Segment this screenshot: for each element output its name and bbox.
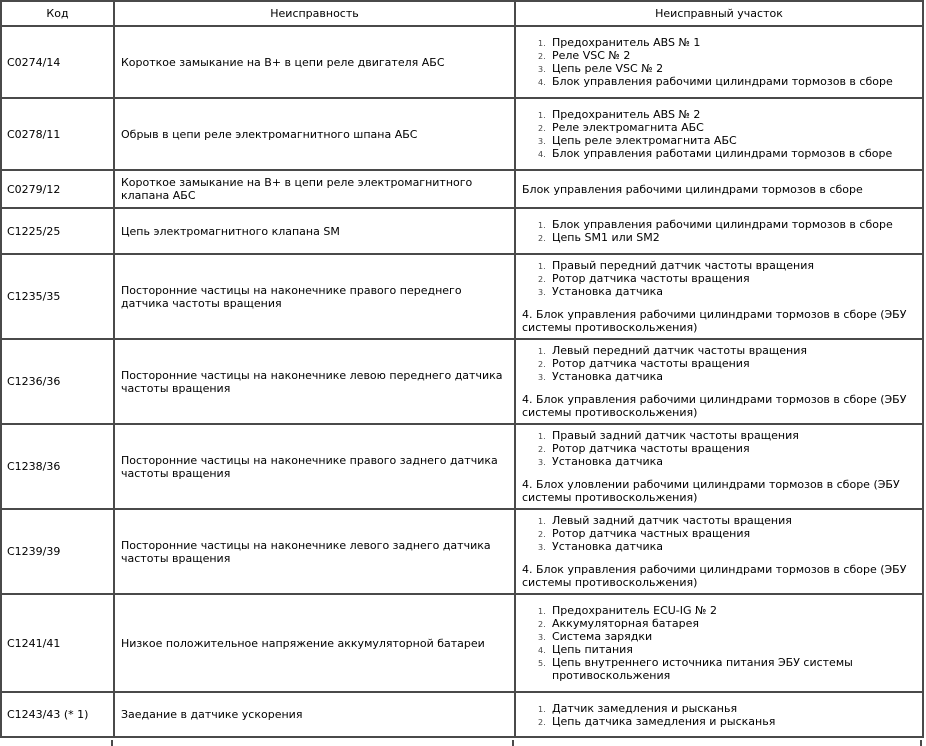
list-item-text: Правый передний датчик частоты вращения bbox=[552, 259, 814, 272]
list-item-text: Левый задний датчик частоты вращения bbox=[552, 514, 792, 527]
faulty-area-note: 4. Блок управления рабочими цилиндрами тормозов в сборе (ЭБУ системы противоскольжения) bbox=[522, 563, 907, 589]
list-number: 3. bbox=[538, 65, 546, 74]
faulty-area-item bbox=[538, 630, 916, 643]
faulty-area bbox=[515, 254, 923, 339]
faulty-area-item bbox=[538, 344, 916, 357]
list-number: 3. bbox=[538, 373, 546, 382]
list-number: 3. bbox=[538, 288, 546, 297]
table-row bbox=[1, 254, 923, 339]
faulty-area-item bbox=[538, 604, 916, 617]
list-number: 1. bbox=[538, 517, 546, 526]
list-number: 4. bbox=[538, 78, 546, 87]
faulty-area-item bbox=[538, 218, 916, 231]
faulty-area-list bbox=[522, 514, 916, 553]
faulty-area-item bbox=[538, 108, 916, 121]
list-item-text: Предохранитель ABS № 2 bbox=[552, 108, 701, 121]
faulty-area-item bbox=[538, 49, 916, 62]
faulty-area-item bbox=[538, 134, 916, 147]
list-number: 2. bbox=[538, 124, 546, 133]
list-item-text: Реле VSC № 2 bbox=[552, 49, 631, 62]
faulty-area bbox=[515, 692, 923, 737]
fault-description: Посторонние частицы на наконечнике правого переднего датчика частоты вращения bbox=[114, 254, 515, 339]
faulty-area-item bbox=[538, 429, 916, 442]
list-item-text: Блок управления рабочими цилиндрами тормозов в сборе bbox=[552, 218, 893, 231]
list-item-text: Цепь SM1 или SM2 bbox=[552, 231, 660, 244]
list-item-text: Установка датчика bbox=[552, 285, 663, 298]
list-item-text: Ротор датчика частоты вращения bbox=[552, 272, 750, 285]
list-number: 1. bbox=[538, 111, 546, 120]
list-number: 2. bbox=[538, 275, 546, 284]
list-number: 2. bbox=[538, 234, 546, 243]
list-item-text: Реле электромагнита АБС bbox=[552, 121, 704, 134]
list-number: 3. bbox=[538, 543, 546, 552]
faulty-area bbox=[515, 170, 923, 208]
list-item-text: Аккумуляторная батарея bbox=[552, 617, 699, 630]
list-number: 2. bbox=[538, 445, 546, 454]
list-item-text: Цепь внутреннего источника питания ЭБУ системы противоскольжения bbox=[552, 656, 853, 682]
faulty-area bbox=[515, 26, 923, 98]
fault-description: Посторонние частицы на наконечнике левого заднего датчика частоты вращения bbox=[114, 509, 515, 594]
table-row bbox=[1, 424, 923, 509]
table-row bbox=[1, 339, 923, 424]
faulty-area-item bbox=[538, 701, 916, 715]
table-row bbox=[1, 594, 923, 692]
list-number: 2. bbox=[538, 717, 546, 727]
table-continuation bbox=[0, 740, 922, 746]
faulty-area bbox=[515, 594, 923, 692]
list-number: 3. bbox=[538, 633, 546, 642]
list-item-text: Левый передний датчик частоты вращения bbox=[552, 344, 808, 357]
fault-description: Низкое положительное напряжение аккумуляторной батареи bbox=[114, 594, 515, 692]
list-item-text: Установка датчика bbox=[552, 540, 663, 553]
dtc-code: C1225/25 bbox=[1, 208, 114, 254]
faulty-area-list bbox=[522, 344, 916, 383]
faulty-area-item bbox=[538, 285, 916, 298]
list-item-text: Установка датчика bbox=[552, 370, 663, 383]
faulty-area bbox=[515, 208, 923, 254]
dtc-code: C1236/36 bbox=[1, 339, 114, 424]
faulty-area-list bbox=[522, 108, 916, 160]
faulty-area-item bbox=[538, 442, 916, 455]
dtc-code: C1241/41 bbox=[1, 594, 114, 692]
faulty-area-note: 4. Блок управления рабочими цилиндрами тормозов в сборе (ЭБУ системы противоскольжения) bbox=[522, 393, 907, 419]
table-header-row bbox=[1, 1, 923, 26]
list-item-text: Система зарядки bbox=[552, 630, 653, 643]
faulty-area bbox=[515, 509, 923, 594]
list-number: 1. bbox=[538, 704, 546, 714]
list-item-text: Цепь реле VSC № 2 bbox=[552, 62, 664, 75]
faulty-area-item bbox=[538, 527, 916, 540]
table-row bbox=[1, 170, 923, 208]
faulty-area-item bbox=[538, 75, 916, 88]
list-item-text: Блок управления рабочими цилиндрами тормозов в сборе bbox=[552, 75, 893, 88]
list-number: 1. bbox=[538, 262, 546, 271]
faulty-area bbox=[515, 424, 923, 509]
faulty-area-item bbox=[538, 455, 916, 468]
faulty-area-item bbox=[538, 370, 916, 383]
faulty-area-list bbox=[522, 218, 916, 244]
list-item-text: Установка датчика bbox=[552, 455, 663, 468]
list-item-text: Предохранитель ECU-IG № 2 bbox=[552, 604, 717, 617]
faulty-area-item bbox=[538, 714, 916, 728]
list-number: 3. bbox=[538, 458, 546, 467]
faulty-area-item bbox=[538, 36, 916, 49]
list-number: 1. bbox=[538, 607, 546, 616]
faulty-area-item bbox=[538, 272, 916, 285]
dtc-code: C1239/39 bbox=[1, 509, 114, 594]
list-item-text: Ротор датчика частоты вращения bbox=[552, 442, 750, 455]
faulty-area-note: 4. Блок управления рабочими цилиндрами тормозов в сборе (ЭБУ системы противоскольжения) bbox=[522, 308, 907, 334]
list-number: 5. bbox=[538, 659, 546, 668]
list-number: 2. bbox=[538, 620, 546, 629]
dtc-code: C0274/14 bbox=[1, 26, 114, 98]
fault-description: Заедание в датчике ускорения bbox=[114, 692, 515, 737]
table-row bbox=[1, 509, 923, 594]
faulty-area-item bbox=[538, 540, 916, 553]
faulty-area-item bbox=[538, 147, 916, 160]
faulty-area bbox=[515, 98, 923, 170]
faulty-area-note: 4. Блох уловлении рабочими цилиндрами тормозов в сборе (ЭБУ системы противоскольжения) bbox=[522, 478, 900, 504]
list-number: 3. bbox=[538, 137, 546, 146]
fault-description: Короткое замыкание на B+ в цепи реле электромагнитного клапана АБС bbox=[114, 170, 515, 208]
faulty-area-item bbox=[538, 656, 916, 682]
list-number: 4. bbox=[538, 150, 546, 159]
faulty-area-item bbox=[538, 231, 916, 244]
list-number: 1. bbox=[538, 39, 546, 48]
header-faulty-area: Неисправный участок bbox=[515, 1, 923, 26]
list-item-text: Блок управления работами цилиндрами тормозов в сборе bbox=[552, 147, 893, 160]
faulty-area-list bbox=[522, 259, 916, 298]
faulty-area-item bbox=[538, 259, 916, 272]
list-number: 1. bbox=[538, 432, 546, 441]
fault-description: Обрыв в цепи реле электромагнитного шпана АБС bbox=[114, 98, 515, 170]
dtc-code: C1243/43 (* 1) bbox=[1, 692, 114, 737]
list-number: 2. bbox=[538, 360, 546, 369]
table-row bbox=[1, 26, 923, 98]
faulty-area-list bbox=[522, 429, 916, 468]
list-item-text: Ротор датчика частных вращения bbox=[552, 527, 751, 540]
faulty-area-item bbox=[538, 62, 916, 75]
table-row bbox=[1, 692, 923, 737]
table-row bbox=[1, 98, 923, 170]
faulty-area-item bbox=[538, 514, 916, 527]
dtc-code: C0278/11 bbox=[1, 98, 114, 170]
faulty-area bbox=[515, 339, 923, 424]
faulty-area-text: Блок управления рабочими цилиндрами тормозов в сборе bbox=[522, 182, 863, 196]
faulty-area-list bbox=[522, 604, 916, 682]
faulty-area-list bbox=[522, 36, 916, 88]
dtc-code: C1238/36 bbox=[1, 424, 114, 509]
faulty-area-item bbox=[538, 643, 916, 656]
list-item-text: Датчик замедления и рысканья bbox=[552, 701, 738, 715]
list-item-text: Цепь питания bbox=[552, 643, 633, 656]
list-item-text: Цепь датчика замедления и рысканья bbox=[552, 714, 776, 728]
dtc-code: C0279/12 bbox=[1, 170, 114, 208]
list-item-text: Предохранитель ABS № 1 bbox=[552, 36, 701, 49]
list-number: 1. bbox=[538, 347, 546, 356]
fault-description: Посторонние частицы на наконечнике правого заднего датчика частоты вращения bbox=[114, 424, 515, 509]
list-number: 1. bbox=[538, 221, 546, 230]
dtc-code: C1235/35 bbox=[1, 254, 114, 339]
fault-description: Цепь электромагнитного клапана SM bbox=[114, 208, 515, 254]
faulty-area-list bbox=[522, 702, 916, 728]
list-number: 2. bbox=[538, 52, 546, 61]
faulty-area-item bbox=[538, 121, 916, 134]
fault-description: Посторонние частицы на наконечнике левою переднего датчика частоты вращения bbox=[114, 339, 515, 424]
list-number: 2. bbox=[538, 530, 546, 539]
faulty-area-item bbox=[538, 617, 916, 630]
list-number: 4. bbox=[538, 646, 546, 655]
header-fault: Неисправность bbox=[114, 1, 515, 26]
faulty-area-item bbox=[538, 357, 916, 370]
table-row bbox=[1, 208, 923, 254]
fault-description: Короткое замыкание на B+ в цепи реле двигателя АБС bbox=[114, 26, 515, 98]
list-item-text: Ротор датчика частоты вращения bbox=[552, 357, 750, 370]
header-code: Код bbox=[1, 1, 114, 26]
list-item-text: Цепь реле электромагнита АБС bbox=[552, 134, 737, 147]
list-item-text: Правый задний датчик частоты вращения bbox=[552, 429, 799, 442]
